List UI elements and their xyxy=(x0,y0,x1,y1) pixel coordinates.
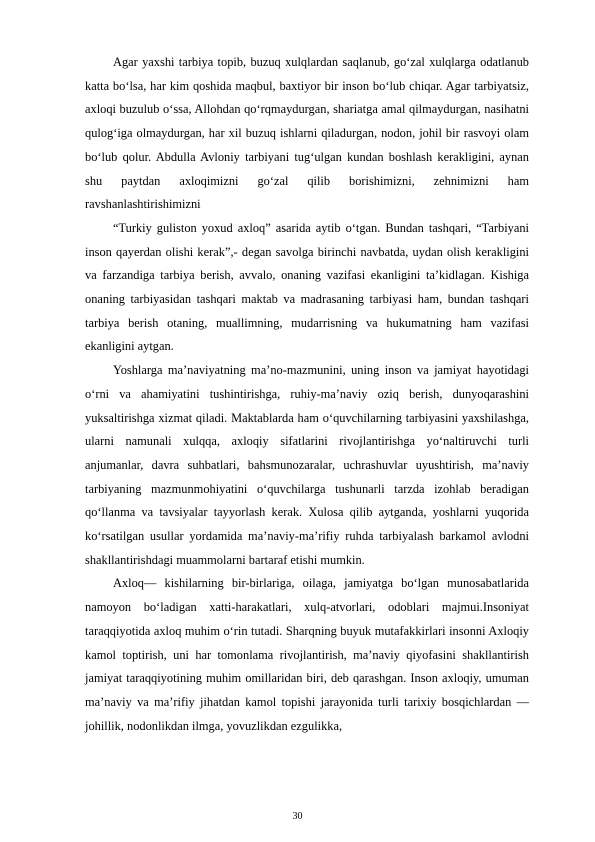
paragraph-3: Yoshlarga ma’naviyatning ma’no-mazmunini, uning inson va jamiyat hayotidagi o‘rni va ahamiyatini tushintirishga, ruhiy-ma’naviy oziq berish, dunyoqarashini yuksaltirishga xizmat qiladi. Maktablarda ham o‘quvchilarning tarbiyasini yaxshilashga, ularni namunali xulqqa, axloqiy sifatlarini rivojlantirishga yo‘naltiruvchi turli anjumanlar, davra suhbatlari, bahsmunozaralar, uchrashuvlar uyushtirish, ma’naviy tarbiyaning mazmunmohiyatini o‘quvchilarga tushunarli tarzda izohlab beradigan qo‘llanma va tavsiyalar tayyorlash kerak. Xulosa qilib aytganda, yoshlarni yuqorida ko‘rsatilgan usullar yordamida ma’naviy-ma’rifiy ruhda tarbiyalash barkamol avlodni shakllantirishdagi muammolarni bartaraf etishi mumkin. xyxy=(85,363,529,567)
page-number: 30 xyxy=(292,811,303,822)
paragraph-1: Agar yaxshi tarbiya topib, buzuq xulqlardan saqlanub, go‘zal xulqlarga odatlanub katta bo‘lsa, har kim qoshida maqbul, baxtiyor bir inson bo‘lub chiqar. Agar tarbiyatsiz, axloqi buzulub o‘ssa, Allohdan qo‘rqmaydurgan, shariatga amal qilmaydurgan, nasihatni qulog‘iga olmaydurgan, har xil buzuq ishlarni qiladurgan, nodon, johil bir rasvoyi olam bo‘lub qolur. Abdulla Avloniy tarbiyani tug‘ulgan kundan boshlash kerakligini, aynan shu paytdan axloqimizni go‘zal qilib borishimizni, zehnimizni ham ravshanlashtirishimizni xyxy=(85,55,529,212)
paragraph-4: Axloq— kishilarning bir-birlariga, oilaga, jamiyatga bo‘lgan munosabatlarida namoyon bo‘ladigan xatti-harakatlari, xulq-atvorlari, odoblari majmui.Insoniyat taraqqiyotida axloq muhim o‘rin tutadi. Sharqning buyuk mutafakkirlari insonni Axloqiy kamol toptirish, uni har tomonlama rivojlantirish, ma’naviy qiyofasini shakllantirish jamiyat taraqqiyotining muhim omillaridan biri, deb qarashgan. Inson axloqiy, umuman ma’naviy va ma’rifiy jihatdan kamol topishi jarayonida turli tarixiy bosqichlardan — johillik, nodonlikdan ilmga, yovuzlikdan ezgulikka, xyxy=(85,576,529,733)
body-text xyxy=(85,51,529,738)
paragraph-2: “Turkiy guliston yoxud axloq” asarida aytib o‘tgan. Bundan tashqari, “Tarbiyani inson qayerdan olishi kerak”,- degan savolga birinchi navbatda, uydan olish kerakligini va farzandiga tarbiya berish, avvalo, onaning vazifasi ekanligini ta’kidlagan. Kishiga onaning tarbiyasidan tashqari maktab va madrasaning tarbiyasi ham, bundan tashqari tarbiya berish otaning, muallimning, mudarrisning va hukumatning ham vazifasi ekanligini aytgan. xyxy=(85,220,529,354)
